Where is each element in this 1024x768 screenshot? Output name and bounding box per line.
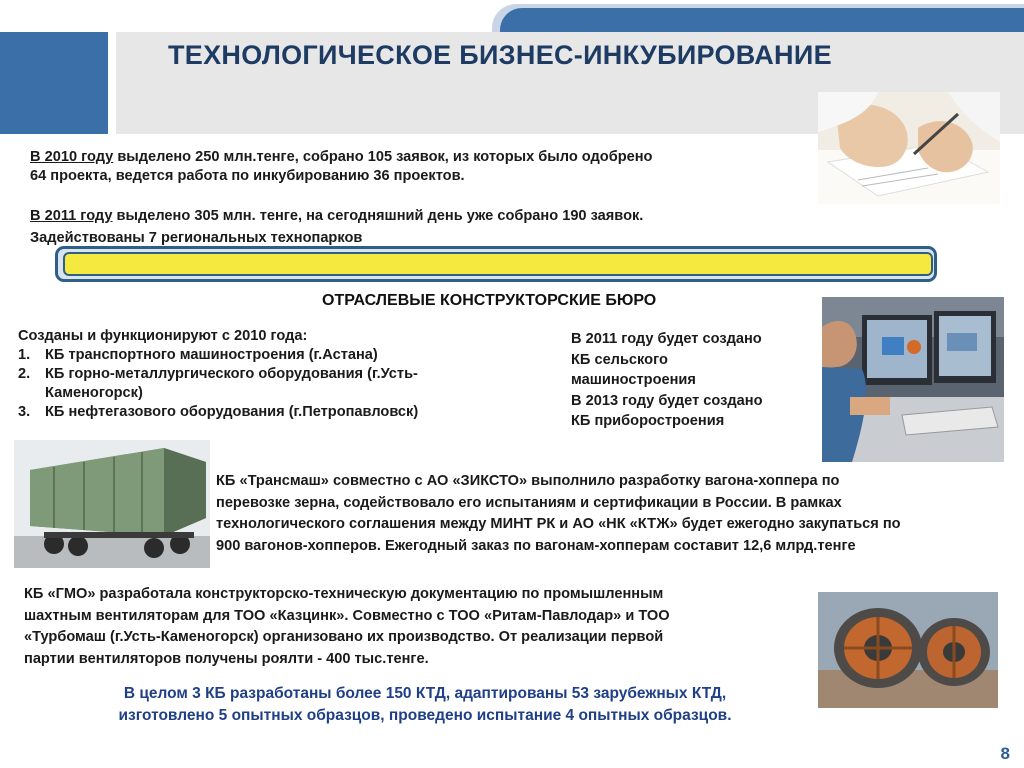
intro-2010-line2: 64 проекта, ведется работа по инкубированию 36 проектов. [30,168,465,184]
summary-text: В целом 3 КБ разработаны более 150 КТД, адаптированы 53 зарубежных КТД, изготовлено 5 опытных образцов, проведено испытание 4 опытных образцов. [118,685,732,724]
page-number: 8 [1000,744,1010,763]
header-blue-square [0,32,108,134]
kb-list-block [18,327,518,422]
highlight-bar [63,252,933,276]
intro-2011-line2: Задействованы 7 региональных технопарков [30,230,363,246]
kb-list [18,346,518,422]
list-item: 2. КБ горно-металлургического оборудования (г.Усть-Каменогорск) [18,366,418,401]
writing-hands-photo [818,92,1000,204]
intro-2010 [30,148,790,186]
kb-plans: В 2011 году будет создано КБ сельского машиностроения В 2013 году будет создано КБ приборостроения [571,331,763,429]
hopper-wagon-photo [14,440,210,568]
industrial-fans-photo [818,592,998,708]
gmo-paragraph: КБ «ГМО» разработала конструкторско-техническую документацию по промышленным шахтным вентиляторам для ТОО «Казцинк». Совместно с ТОО «Ритам-Павлодар» и ТОО «Турбомаш (г.Усть-Каменогорск) организовано их производство. От реализации первой партии вентиляторов получены роялти - 400 тыс.тенге. [24,586,670,667]
list-item: 3. КБ нефтегазового оборудования (г.Петропавловск) [18,404,419,420]
kb-section-title: ОТРАСЛЕВЫЕ КОНСТРУКТОРСКИЕ БЮРО [322,292,657,309]
transmash-paragraph: КБ «Трансмаш» совместно с АО «ЗИКСТО» выполнило разработку вагона-хоппера по перевозке зерна, содействовало его испытаниям и сертификации в России. В рамках технологического соглашения между МИНТ РК и АО «НК «КТЖ» будет ежегодно закупаться по 900 вагонов-хопперов. Ежегодный заказ по вагонам-хопперам составит 12,6 млрд.тенге [216,473,901,554]
intro-2011 [30,205,790,249]
intro-2010-text: выделено 250 млн.тенге, собрано 105 заявок, из которых было одобрено [113,149,653,165]
header-tab [500,8,1024,32]
list-item: 1. КБ транспортного машиностроения (г.Астана) [18,347,378,363]
page-title: ТЕХНОЛОГИЧЕСКОЕ БИЗНЕС-ИНКУБИРОВАНИЕ [168,40,832,70]
year-2011: В 2011 году [30,208,113,224]
intro-2011-text: выделено 305 млн. тенге, на сегодняшний день уже собрано 190 заявок. [112,208,644,224]
kb-list-heading: Созданы и функционируют с 2010 года: [18,328,308,344]
workstation-photo [822,297,1004,462]
year-2010: В 2010 году [30,149,114,165]
